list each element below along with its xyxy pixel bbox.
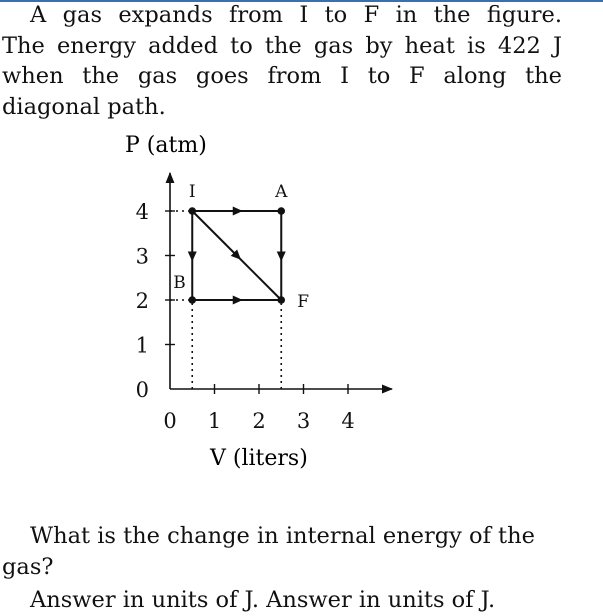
process-paths [188,207,286,305]
y-tick-label: 4 [135,200,149,224]
path-arrow-A-F [277,252,286,262]
point-label-F: F [297,292,310,312]
point-label-A: A [275,182,288,202]
y-tick-label: 2 [135,289,149,313]
x-tick-label: 2 [252,409,266,433]
point-B [188,296,196,304]
intro-line-4: diagonal path. [2,93,166,120]
x-axis-label: V (liters) [210,446,308,471]
answer-instruction-block [2,585,562,616]
y-tick-label: 3 [135,244,149,269]
problem-intro [2,0,562,122]
y-tick-label: 1 [135,333,149,358]
state-points [173,182,309,312]
point-I [188,207,196,215]
tick-labels [136,200,355,433]
pv-diagram [0,125,603,505]
x-tick-label: 1 [207,409,222,433]
x-tick-label: 4 [341,409,355,433]
path-arrow-I-A [233,207,243,216]
point-F [277,296,285,304]
path-arrow-I-B [188,252,197,262]
intro-line-3: when the gas goes from I to F along the [2,63,562,89]
answer-instruction: Answer in units of J. Answer in units of J. [30,587,496,613]
question-line-2: gas? [2,553,54,580]
y-axis-label: P (atm) [125,133,207,158]
intro-line-2: The energy added to the gas by heat is 422 J [2,32,562,59]
point-label-I: I [188,182,196,202]
x-tick-label: 3 [296,409,311,433]
point-label-B: B [173,273,186,293]
question [2,521,562,582]
intro-line-1: A gas expands from I to F in the figure. [30,2,562,28]
path-arrow-B-F [233,296,243,305]
x-tick-label: 0 [163,409,177,433]
point-A [277,207,285,215]
y-tick-label: 0 [135,378,149,402]
question-line-1: What is the change in internal energy of the [30,523,535,549]
